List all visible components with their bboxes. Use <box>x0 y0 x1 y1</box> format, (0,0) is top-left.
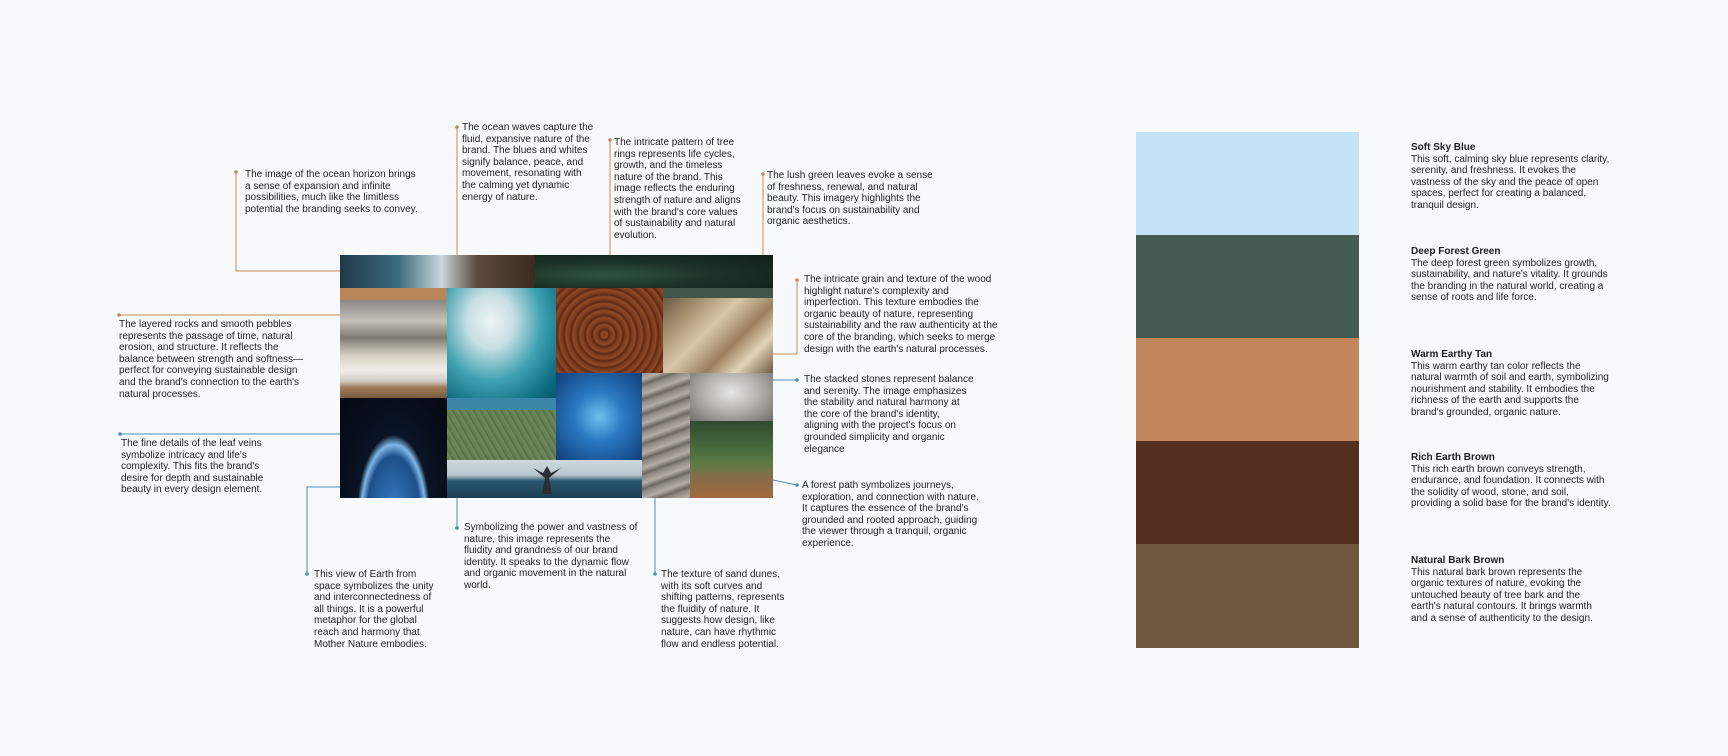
color-description: This natural bark brown represents the organic textures of nature, evoking the untouched beauty of tree bark and the earth's natural contours. It brings warmth and a sense of authenticity to the design. <box>1411 566 1593 624</box>
annotation-ocean-horizon: The image of the ocean horizon brings a sense of expansion and infinite possibilities, much like the limitless potential the branding seeks to convey. <box>245 169 418 215</box>
color-name: Deep Forest Green <box>1411 246 1501 257</box>
annotation-sand-dunes: The texture of sand dunes, with its soft curves and shifting patterns, represents the fluidity of nature. It suggests how design, like nature, can have rhythmic flow and endless potential. <box>661 569 785 650</box>
annotation-stacked-stones: The stacked stones represent balance and serenity. The image emphasizes the stability and natural harmony at the core of the brand's identity, aligning with the project's focus on grounded simplicity and organic elegance <box>804 374 974 455</box>
leaf-veins-texture <box>447 410 556 460</box>
leader-earth <box>307 487 356 574</box>
color-info-warm-earthy-tan <box>1411 349 1611 419</box>
tree-rings-image <box>556 288 663 373</box>
annotation-whale-tail: Symbolizing the power and vastness of nature, this image represents the fluidity and grandness of our brand identity. It speaks to the dynamic flow and organic movement in the natural world. <box>464 522 638 591</box>
forest-path-image <box>690 421 773 498</box>
annotation-green-leaves: The lush green leaves evoke a sense of freshness, renewal, and natural beauty. This imagery highlights the brand's focus on sustainability and organic aesthetics. <box>767 170 933 228</box>
color-description: This rich earth brown conveys strength, endurance, and foundation. It connects with the solidity of wood, stone, and soil, providing a solid base for the brand's identity. <box>1411 463 1611 510</box>
stacked-stones-image <box>690 373 773 421</box>
color-name: Rich Earth Brown <box>1411 452 1495 463</box>
leader-forest-path <box>773 480 797 485</box>
moodboard-collage <box>340 255 773 498</box>
swatch-warm-earthy-tan <box>1136 338 1359 441</box>
annotation-ocean-waves: The ocean waves capture the fluid, expansive nature of the brand. The blues and whites signify balance, peace, and movement, resonating with the calming yet dynamic energy of nature. <box>462 122 594 203</box>
rocks-pebbles-image <box>340 288 447 398</box>
wood-grain-strip <box>663 288 773 298</box>
dna-helix-image <box>556 373 642 460</box>
ocean-horizon-image <box>340 255 535 288</box>
swatch-deep-forest-green <box>1136 235 1359 338</box>
color-name: Natural Bark Brown <box>1411 555 1505 566</box>
color-info-rich-earth-brown <box>1411 452 1611 510</box>
color-info-natural-bark-brown <box>1411 555 1611 625</box>
annotation-forest-path: A forest path symbolizes journeys, exploration, and connection with nature. It captures the essence of the brand's grounded and rooted approach, guiding the viewer through a tranquil, organic experience. <box>802 480 979 549</box>
color-name: Soft Sky Blue <box>1411 142 1476 153</box>
leaf-veins-image <box>447 398 556 410</box>
annotation-wood-grain: The intricate grain and texture of the wood highlight nature's complexity and imperfection. This texture embodies the organic beauty of nature, representing sustainability and the raw authenticity at the core of the branding, which seeks to merge design with the earth's natural processes. <box>804 274 998 355</box>
annotation-earth-space: This view of Earth from space symbolizes the unity and interconnectedness of all things. It is a powerful metaphor for the global reach and harmony that Mother Nature embodies. <box>314 569 434 650</box>
color-name: Warm Earthy Tan <box>1411 349 1493 360</box>
wood-grain-image <box>663 288 773 373</box>
color-info-deep-forest-green <box>1411 246 1611 304</box>
swatch-soft-sky-blue <box>1136 132 1359 235</box>
whale-tail-image <box>447 460 642 498</box>
annotation-leaf-veins: The fine details of the leaf veins symbolize intricacy and life's complexity. This fits the brand's desire for depth and sustainable beauty in every design element. <box>121 438 264 496</box>
swatch-rich-earth-brown <box>1136 441 1359 544</box>
annotation-rocks-pebbles: The layered rocks and smooth pebbles represents the passage of time, natural erosion, and structure. It reflects the balance between strength and softness—perfect for conveying sustainable design and the brand's connection to the earth's natural processes. <box>119 319 304 400</box>
color-description: This warm earthy tan color reflects the natural warmth of soil and earth, symbolizing nourishment and stability. It embodies the richness of the earth and supports the brand's grounded, organic nature. <box>1411 360 1609 418</box>
whale-tail-icon <box>447 460 642 498</box>
ocean-waves-image <box>447 288 556 398</box>
color-description: The deep forest green symbolizes growth, sustainability, and nature's vitality. It grounds the branding in the natural world, creating a sense of roots and life force. <box>1411 257 1608 304</box>
sand-dunes-image <box>642 373 690 498</box>
earth-space-image <box>340 398 447 498</box>
green-leaves-image <box>535 255 773 288</box>
color-info-soft-sky-blue <box>1411 142 1611 212</box>
annotation-tree-rings: The intricate pattern of tree rings represents life cycles, growth, and the timeless nature of the brand. This image reflects the enduring strength of nature and aligns with the brand's core values of sustainability and natural evolution. <box>614 137 741 241</box>
color-description: This soft, calming sky blue represents clarity, serenity, and freshness. It evokes the vastness of the sky and the peace of open spaces, perfect for creating a balanced, tranquil design. <box>1411 153 1610 211</box>
swatch-natural-bark-brown <box>1136 544 1359 648</box>
